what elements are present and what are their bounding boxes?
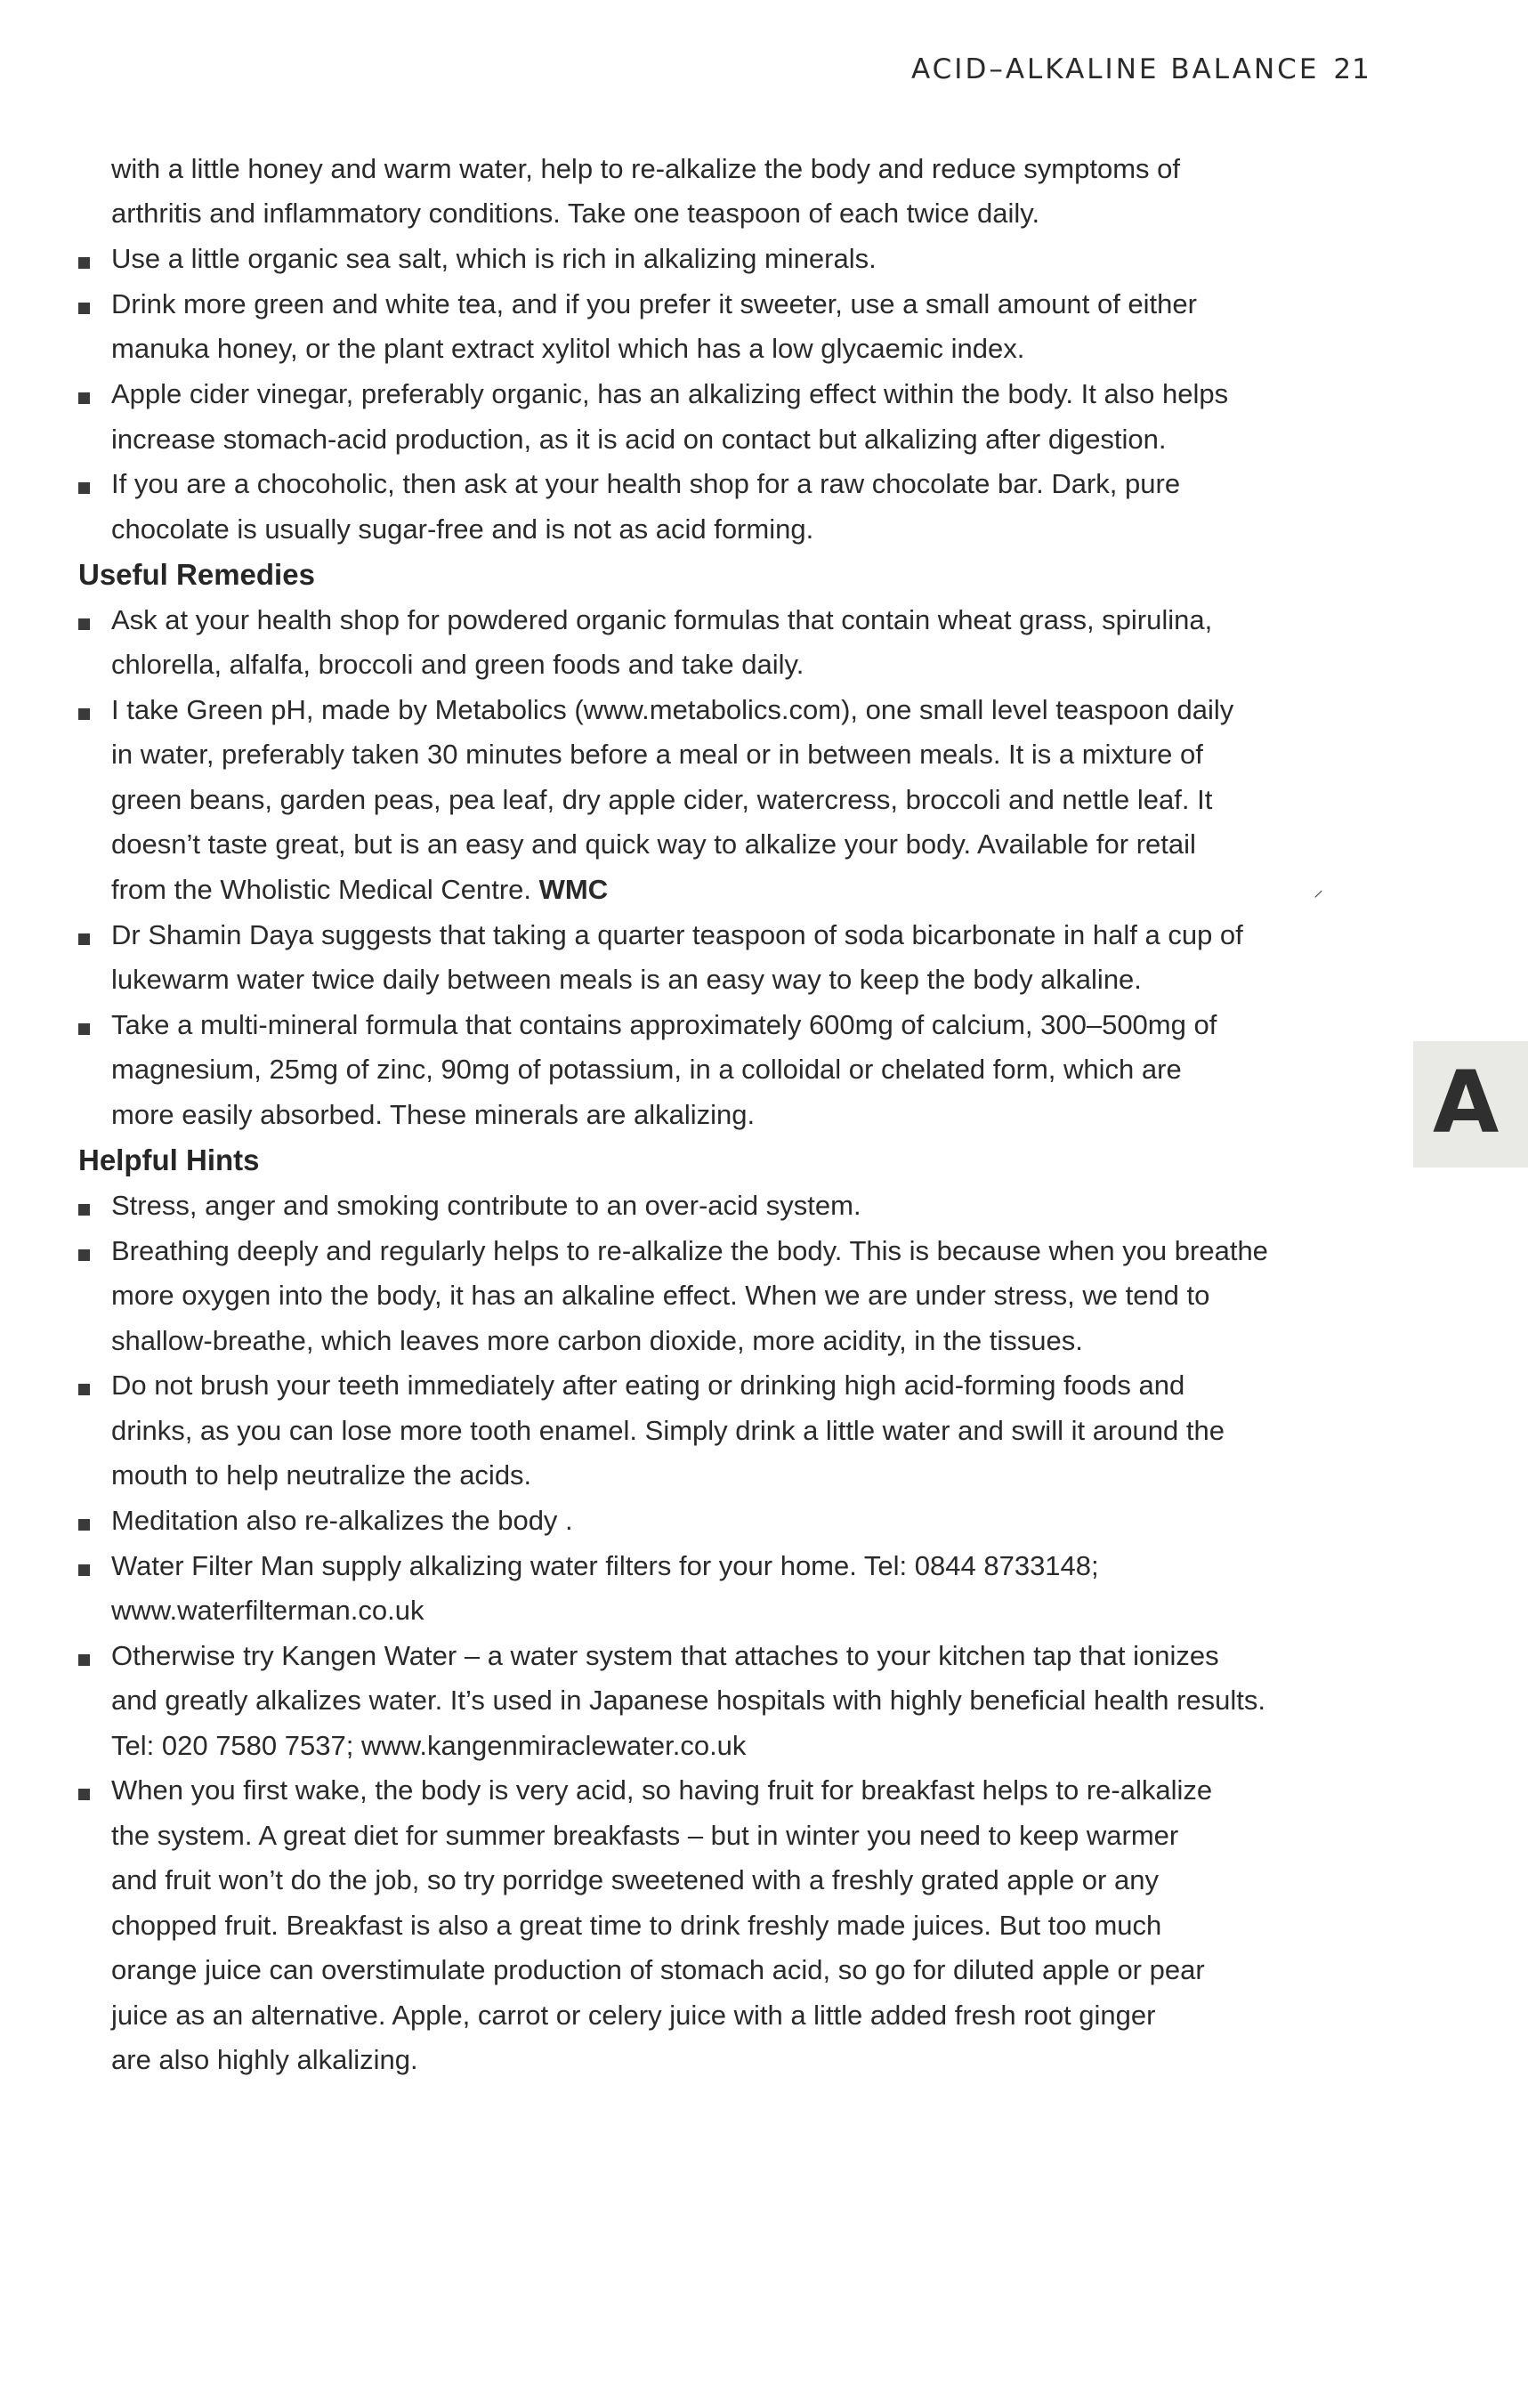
list-item-line: drinks, as you can lose more tooth enamel. Simply drink a little water and swill it around the bbox=[111, 1415, 1225, 1446]
bullet-square-icon bbox=[78, 1384, 90, 1395]
list-item-line: more easily absorbed. These minerals are alkalizing. bbox=[111, 1099, 756, 1130]
list-item-line: doesn’t taste great, but is an easy and quick way to alkalize your body. Available for retail bbox=[111, 828, 1196, 860]
list-item-line: orange juice can overstimulate production of stomach acid, so go for diluted apple or pear bbox=[111, 1954, 1205, 1985]
list-item-line: If you are a chocoholic, then ask at your health shop for a raw chocolate bar. Dark, pure bbox=[111, 468, 1181, 499]
list-item-line: www.waterfilterman.co.uk bbox=[111, 1595, 424, 1626]
list-item-line: green beans, garden peas, pea leaf, dry apple cider, watercress, broccoli and nettle leaf. It bbox=[111, 784, 1213, 815]
running-head-title: ACID–ALKALINE BALANCE bbox=[911, 53, 1320, 85]
list-item-line: Take a multi-mineral formula that contains approximately 600mg of calcium, 300–500mg of bbox=[111, 1009, 1217, 1040]
paragraph-line: arthritis and inflammatory conditions. Take one teaspoon of each twice daily. bbox=[111, 198, 1040, 229]
list-item-line: more oxygen into the body, it has an alkaline effect. When we are under stress, we tend to bbox=[111, 1280, 1210, 1311]
list-item-line: Apple cider vinegar, preferably organic, has an alkalizing effect within the body. It also helps bbox=[111, 378, 1229, 409]
list-item-line: Do not brush your teeth immediately after eating or drinking high acid-forming foods and bbox=[111, 1370, 1185, 1401]
section-heading-helpful-hints: Helpful Hints bbox=[78, 1143, 260, 1176]
bullet-square-icon bbox=[78, 1654, 90, 1666]
bullet-square-icon bbox=[78, 303, 90, 314]
bullet-square-icon bbox=[78, 1023, 90, 1035]
thumb-index-tab bbox=[1413, 1041, 1528, 1168]
list-item-line: chopped fruit. Breakfast is also a great time to drink freshly made juices. But too much bbox=[111, 1910, 1162, 1941]
list-item-line: Otherwise try Kangen Water – a water system that attaches to your kitchen tap that ionizes bbox=[111, 1640, 1219, 1671]
list-item-line: shallow-breathe, which leaves more carbon dioxide, more acidity, in the tissues. bbox=[111, 1325, 1083, 1356]
running-head bbox=[911, 53, 1370, 85]
list-item-line: chlorella, alfalfa, broccoli and green foods and take daily. bbox=[111, 649, 804, 680]
wmc-tag: WMC bbox=[538, 874, 609, 905]
list-item-line: Meditation also re-alkalizes the body . bbox=[111, 1505, 573, 1536]
list-item-line: and fruit won’t do the job, so try porridge sweetened with a freshly grated apple or any bbox=[111, 1864, 1159, 1895]
bullet-square-icon bbox=[78, 1789, 90, 1800]
paragraph-line: with a little honey and warm water, help to re-alkalize the body and reduce symptoms of bbox=[111, 153, 1181, 184]
list-item-line: Tel: 020 7580 7537; www.kangenmiraclewater.co.uk bbox=[111, 1730, 747, 1761]
list-item-line: are also highly alkalizing. bbox=[111, 2044, 418, 2075]
bullet-square-icon bbox=[78, 1249, 90, 1261]
list-item-line: I take Green pH, made by Metabolics (www.metabolics.com), one small level teaspoon daily bbox=[111, 694, 1234, 725]
list-item-line: the system. A great diet for summer breakfasts – but in winter you need to keep warmer bbox=[111, 1820, 1179, 1851]
bullet-square-icon bbox=[78, 1204, 90, 1216]
bullet-square-icon bbox=[78, 933, 90, 945]
section-heading-useful-remedies: Useful Remedies bbox=[78, 558, 315, 591]
bullet-square-icon bbox=[78, 708, 90, 720]
bullet-square-icon bbox=[78, 1564, 90, 1576]
list-item-line: and greatly alkalizes water. It’s used in Japanese hospitals with highly beneficial health results. bbox=[111, 1685, 1266, 1716]
list-item-line: Breathing deeply and regularly helps to re-alkalize the body. This is because when you breathe bbox=[111, 1235, 1268, 1266]
list-item-line: mouth to help neutralize the acids. bbox=[111, 1459, 532, 1491]
list-item-line: chocolate is usually sugar-free and is not as acid forming. bbox=[111, 513, 814, 545]
list-item-line: in water, preferably taken 30 minutes before a meal or in between meals. It is a mixture of bbox=[111, 739, 1203, 770]
list-item-line: manuka honey, or the plant extract xylitol which has a low glycaemic index. bbox=[111, 333, 1025, 364]
list-item-line: Drink more green and white tea, and if you prefer it sweeter, use a small amount of either bbox=[111, 288, 1197, 319]
list-item-line: magnesium, 25mg of zinc, 90mg of potassium, in a colloidal or chelated form, which are bbox=[111, 1054, 1182, 1085]
list-item-text: from the Wholistic Medical Centre. bbox=[111, 874, 532, 905]
bullet-square-icon bbox=[78, 482, 90, 494]
list-item-line: juice as an alternative. Apple, carrot or celery juice with a little added fresh root ginger bbox=[111, 2000, 1156, 2031]
list-item-line: When you first wake, the body is very acid, so having fruit for breakfast helps to re-alkalize bbox=[111, 1774, 1213, 1806]
list-item-line: Stress, anger and smoking contribute to an over-acid system. bbox=[111, 1190, 861, 1221]
bullet-square-icon bbox=[78, 618, 90, 630]
list-item-line: Ask at your health shop for powdered organic formulas that contain wheat grass, spirulina, bbox=[111, 604, 1213, 635]
list-item-line: lukewarm water twice daily between meals is an easy way to keep the body alkaline. bbox=[111, 964, 1142, 995]
list-item-line: Use a little organic sea salt, which is rich in alkalizing minerals. bbox=[111, 243, 877, 274]
bullet-square-icon bbox=[78, 257, 90, 269]
print-speck: ⸝ bbox=[1314, 879, 1324, 901]
list-item-line: Dr Shamin Daya suggests that taking a quarter teaspoon of soda bicarbonate in half a cup of bbox=[111, 919, 1243, 950]
thumb-index-letter: A bbox=[1433, 1053, 1500, 1152]
bullet-square-icon bbox=[78, 392, 90, 404]
list-item-line: Water Filter Man supply alkalizing water filters for your home. Tel: 0844 8733148; bbox=[111, 1550, 1099, 1581]
list-item-line bbox=[111, 872, 608, 908]
list-item-line: increase stomach-acid production, as it is acid on contact but alkalizing after digestion. bbox=[111, 424, 1167, 455]
bullet-square-icon bbox=[78, 1519, 90, 1531]
page-number: 21 bbox=[1333, 53, 1370, 85]
